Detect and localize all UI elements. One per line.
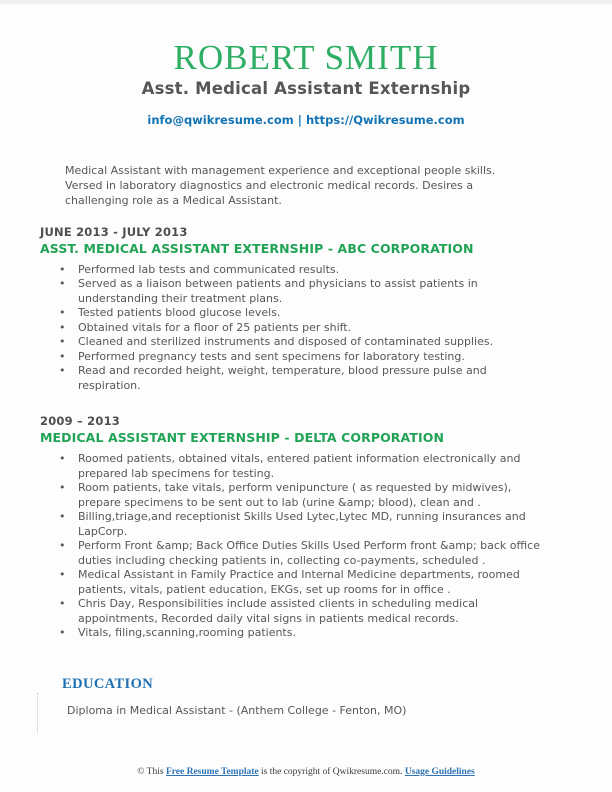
list-item: • Room patients, take vitals, perform venipuncture ( as requested by midwives), prepare specimens to be sent out to lab (urine &amp; blood), clean and .	[78, 481, 546, 510]
list-item: • Roomed patients, obtained vitals, entered patient information electronically and prepared lab specimens for testing.	[78, 452, 546, 481]
job-bullet-list	[40, 263, 574, 394]
contact-website[interactable]: https://Qwikresume.com	[305, 113, 465, 127]
experience-section-abc	[40, 225, 574, 394]
list-item: • Obtained vitals for a floor of 25 patients per shift.	[78, 321, 546, 336]
list-item: • Billing,triage,and receptionist Skills Used Lytec,Lytec MD, running insurances and LapCorp.	[78, 510, 546, 539]
footer-prefix: © This	[137, 767, 166, 777]
list-item: • Served as a liaison between patients and physicians to assist patients in understanding their treatment plans.	[78, 277, 546, 306]
contact-email[interactable]: info@qwikresume.com	[147, 113, 294, 127]
list-item: • Perform Front &amp; Back Office Duties Skills Used Perform front &amp; back office duties including checking patients in, collecting co-payments, scheduled .	[78, 539, 546, 568]
job-title: ASST. MEDICAL ASSISTANT EXTERNSHIP - ABC CORPORATION	[40, 240, 474, 256]
job-subtitle: Asst. Medical Assistant Externship	[141, 79, 471, 98]
job-bullet-list	[40, 452, 574, 641]
list-item: • Performed lab tests and communicated results.	[78, 263, 546, 278]
list-item: • Performed pregnancy tests and sent specimens for laboratory testing.	[78, 350, 546, 365]
job-dates: JUNE 2013 - JULY 2013	[40, 224, 188, 239]
experience-section-delta	[40, 414, 574, 641]
list-item: • Tested patients blood glucose levels.	[78, 306, 546, 321]
footer-middle: is the copyright of Qwikresume.com.	[258, 767, 405, 777]
list-item: • Chris Day, Responsibilities include assisted clients in scheduling medical appointments, Recorded daily vital signs in patients medical records.	[78, 597, 546, 626]
footer-copyright	[0, 766, 612, 778]
summary-paragraph: Medical Assistant with management experience and exceptional people skills. Versed in laboratory diagnostics and electronic medical records. Desires a challenging role as a Medical Assistant.	[65, 164, 496, 208]
list-item: • Medical Assistant in Family Practice and Internal Medicine departments, roomed patients, vitals, patient education, EKGs, set up rooms for in office .	[78, 568, 546, 597]
job-dates: 2009 – 2013	[40, 414, 120, 429]
contact-line	[0, 113, 612, 127]
education-item: Diploma in Medical Assistant - (Anthem College - Fenton, MO)	[67, 703, 407, 717]
free-resume-template-link[interactable]: Free Resume Template	[165, 767, 259, 777]
education-section	[40, 676, 572, 719]
education-heading: EDUCATION	[62, 675, 154, 692]
list-item: • Vitals, filing,scanning,rooming patients.	[78, 626, 546, 641]
dotted-divider	[37, 693, 38, 733]
list-item: • Read and recorded height, weight, temperature, blood pressure pulse and respiration.	[78, 364, 546, 393]
contact-separator: |	[293, 113, 306, 127]
job-title: MEDICAL ASSISTANT EXTERNSHIP - DELTA CORPORATION	[40, 430, 445, 446]
list-item: • Cleaned and sterilized instruments and disposed of contaminated supplies.	[78, 335, 546, 350]
usage-guidelines-link[interactable]: Usage Guidelines	[404, 767, 475, 777]
page-title: ROBERT SMITH	[173, 38, 439, 77]
